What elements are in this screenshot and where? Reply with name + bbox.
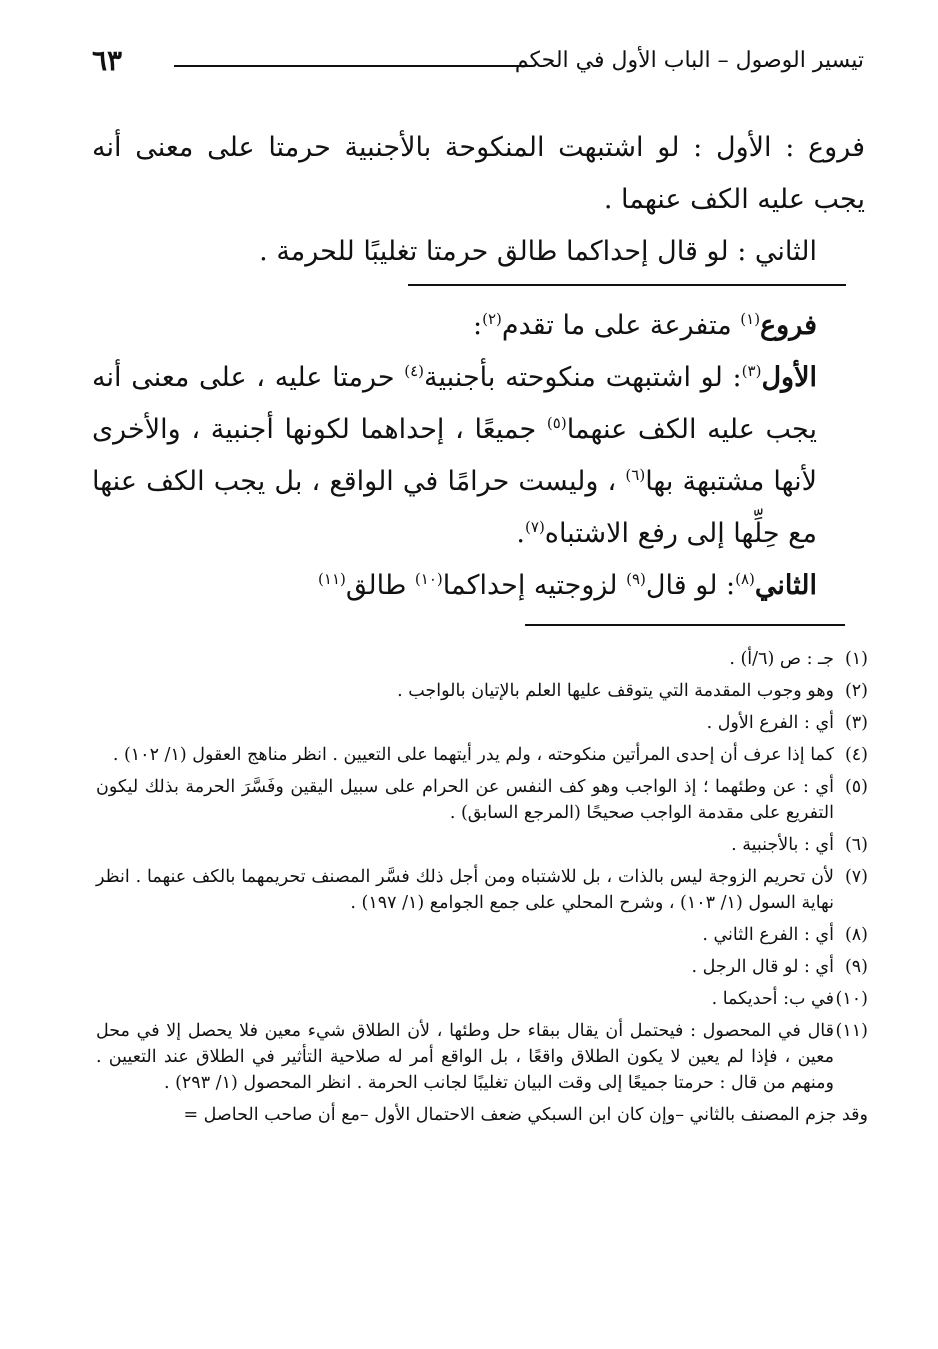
footnote-ref: (١٠) [414, 570, 443, 588]
matn-furu-first: فروع : الأول : لو اشتبهت المنكوحة بالأجنبية حرمتا على معنى أنه يجب عليه الكف عنهما . [92, 132, 865, 215]
footnote-ref: (٩) [626, 570, 646, 588]
footnote-text: أي : بالأجنبية . [731, 835, 834, 855]
footnote-item [96, 678, 868, 704]
footnote-ref: (٧) [525, 518, 545, 536]
footnote-ref: (٦) [625, 466, 646, 484]
first-label: الأول [761, 362, 817, 393]
furu-text: متفرعة على ما تقدم [501, 310, 741, 341]
footnote-text: في ب: أحديكما . [711, 989, 834, 1009]
first-text-b: حرمتا عليه ، على معنى أنه يجب عليه الكف عنهما [92, 362, 817, 445]
footnote-ref: (٥) [546, 414, 567, 432]
header-rule [174, 65, 529, 67]
furu-end: : [472, 310, 483, 341]
footnote-text: أي : الفرع الأول . [706, 713, 834, 733]
footnote-number: (٢) [844, 681, 868, 701]
footnote-text: وهو وجوب المقدمة التي يتوقف عليها العلم بالإتيان بالواجب . [397, 681, 834, 701]
footnote-text: قال في المحصول : فيحتمل أن يقال ببقاء حل وطئها ، لأن الطلاق شيء معين فلا يحصل إلا في محل معين ، فإذا لم يعين لا يكون الطلاق واقعًا ، بل الواقع أمر له صلاحية التأثير في الطلاق عند التعيين . ومنهم من قال : حرمتا جميعًا إلى وقت البيان تغليبًا لجانب الحرمة . انظر المحصول (١/ ٢٩٣) . [96, 1021, 834, 1093]
first-text-d: ، وليست حرامًا في الواقع ، بل يجب الكف عنها مع حِلِّها إلى رفع الاشتباه [92, 466, 817, 549]
footnote-number: (٥) [844, 777, 868, 797]
footnote-ref: (٤) [404, 362, 425, 380]
matn-furu-second: الثاني : لو قال إحداكما طالق حرمتا تغليبًا للحرمة . [259, 236, 817, 267]
second-text-c: طالق [345, 570, 415, 601]
footnote-number: (٤) [844, 745, 868, 765]
matn-text [92, 122, 865, 278]
footnote-item [96, 1018, 868, 1096]
footnote-number: (٧) [844, 867, 868, 887]
second-text-a: : لو قال [645, 570, 736, 601]
footnote-number: (٦) [844, 835, 868, 855]
footnotes [96, 646, 868, 1128]
footnote-ref: (١١) [318, 570, 346, 588]
footnote-item [96, 986, 868, 1012]
footnote-number: (١١) [835, 1021, 868, 1041]
footnote-number: (٨) [844, 925, 868, 945]
footnote-text: كما إذا عرف أن إحدى المرأتين منكوحته ، ولم يدر أيتهما على التعيين . انظر مناهج العقول (١/ ١٠٢) . [112, 745, 834, 765]
footnote-separator [525, 624, 845, 626]
footnote-text: أي : عن وطئهما ؛ إذ الواجب وهو كف النفس عن الحرام على سبيل اليقين وفَسَّرَ الحرمة بذلك ليكون التفريع على مقدمة الواجب صحيحًا (المرجع السابق) . [96, 777, 834, 823]
footnote-number: (٩) [844, 957, 868, 977]
second-text-b: لزوجتيه إحداكما [442, 570, 627, 601]
footnote-item [96, 710, 868, 736]
footnote-ref: (١) [740, 310, 761, 328]
sharh-second-paragraph [92, 560, 865, 612]
sharh-furu-line [92, 300, 865, 352]
sharh-text [92, 300, 865, 612]
footnote-continuation: وقد جزم المصنف بالثاني –وإن كان ابن السبكي ضعف الاحتمال الأول –مع أن صاحب الحاصل = [183, 1105, 868, 1125]
footnote-text: لأن تحريم الزوجة ليس بالذات ، بل للاشتباه ومن أجل ذلك فسَّر المصنف تحريمهما بالكف عنهما . انظر نهاية السول (١/ ١٠٣) ، وشرح المحلي على جمع الجوامع (١/ ١٩٧) . [96, 867, 834, 913]
matn-divider [408, 284, 846, 286]
footnote-number: (٣) [844, 713, 868, 733]
furu-label: فروع [760, 310, 817, 341]
footnote-item [96, 646, 868, 672]
footnote-ref: (٢) [482, 310, 502, 328]
footnote-item [96, 864, 868, 916]
page-header [92, 40, 864, 90]
footnote-number: (١) [844, 649, 868, 669]
footnote-text: جـ : ص (٦/أ) . [729, 649, 834, 669]
footnote-item [96, 832, 868, 858]
footnote-ref: (٨) [735, 570, 755, 588]
first-end: . [516, 518, 526, 549]
page-number: ٦٣ [92, 44, 123, 77]
running-title: تيسير الوصول – الباب الأول في الحكم [514, 48, 864, 73]
footnote-text: أي : الفرع الثاني . [702, 925, 834, 945]
first-text-a: : لو اشتبهت منكوحته بأجنبية [424, 362, 742, 393]
footnote-item [96, 922, 868, 948]
footnote-number: (١٠) [835, 989, 868, 1009]
second-label: الثاني [754, 570, 817, 601]
sharh-first-paragraph [92, 352, 865, 560]
footnote-ref: (٣) [741, 362, 762, 380]
footnote-text: أي : لو قال الرجل . [691, 957, 834, 977]
footnote-item [96, 954, 868, 980]
first-text-c: جميعًا ، إحداهما لكونها أجنبية ، والأخرى لأنها مشتبهة بها [92, 414, 817, 497]
footnote-item [96, 742, 868, 768]
footnote-item [96, 774, 868, 826]
